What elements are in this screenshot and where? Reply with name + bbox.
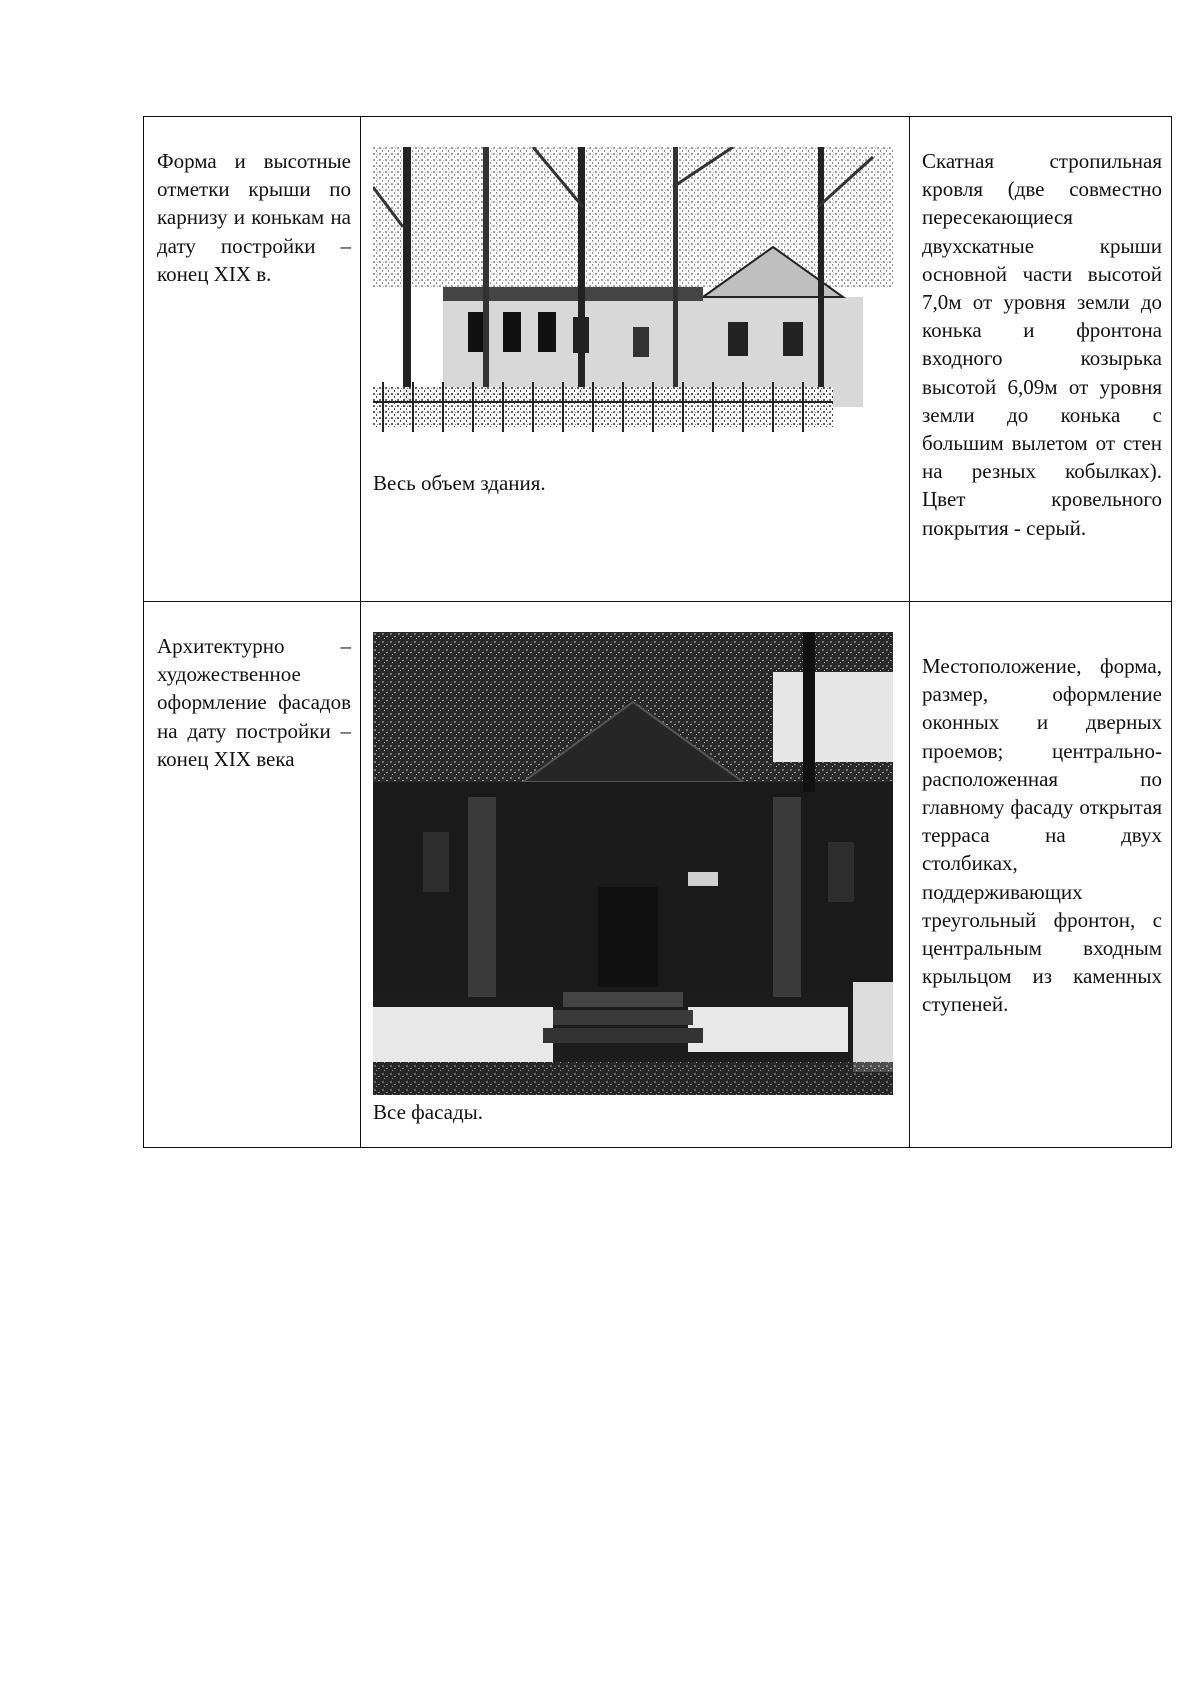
feature-cell [144,117,361,602]
description-text: Скатная стропильная кровля (две совместно пересекающиеся двухскатные крыши основной части высотой 7,0м от уровня земли до конька и фронтона входного козырька высотой 6,09м от уровня земли до конька с большим вылетом от стен на резных кобылках). Цвет кровельного покрытия - серый. [922,149,1162,540]
description-cell [910,602,1172,1148]
photo-cell [361,602,910,1148]
photo-caption: Весь объем здания. [373,471,546,495]
house-winter-trees-photo [373,147,893,448]
feature-cell [144,602,361,1148]
photo-caption: Все фасады. [373,1100,484,1124]
description-cell [910,117,1172,602]
table-row [144,602,1172,1148]
monument-features-table [143,116,1172,1148]
feature-text: Архитектурно – художественное оформление фасадов на дату постройки – конец XIX века [157,634,351,771]
photo-cell [361,117,910,602]
description-text: Местоположение, форма, размер, оформление оконных и дверных проемов; центрально-расположенная по главному фасаду открытая терраса на двух столбиках, поддерживающих треугольный фронтон, с центральным входным крыльцом из каменных ступеней. [922,654,1162,1017]
house-facade-porch-photo [373,632,893,1095]
feature-text: Форма и высотные отметки крыши по карнизу и конькам на дату постройки – конец XIX в. [157,149,351,286]
table-row [144,117,1172,602]
